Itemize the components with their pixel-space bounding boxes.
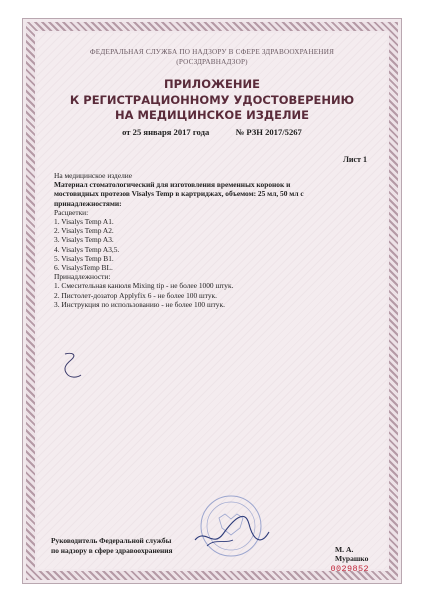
title-line-3: НА МЕДИЦИНСКОЕ ИЗДЕЛИЕ [114, 108, 309, 122]
issue-date: от 25 января 2017 года [122, 127, 210, 137]
sheet-number: Лист 1 [342, 155, 367, 164]
serial-number: 0029852 [330, 564, 369, 574]
list-item: 6. VisalysTemp BL. [54, 263, 113, 273]
product-description-3: принадлежностями: [54, 198, 122, 208]
list-item: 1. Visalys Temp A1. [54, 217, 114, 227]
list-item: 3. Инструкция по использованию - не более 100 штук. [54, 299, 225, 309]
list-item: 3. Visalys Temp A3. [54, 235, 114, 245]
accessories-label: Принадлежности: [54, 272, 111, 282]
intro-line: На медицинское изделие [54, 171, 133, 180]
document-title [37, 77, 387, 124]
agency-name: ФЕДЕРАЛЬНАЯ СЛУЖБА ПО НАДЗОРУ В СФЕРЕ ЗДРАВООХРАНЕНИЯ [89, 48, 335, 56]
colors-label: Расцветки: [54, 207, 89, 217]
title-line-1: ПРИЛОЖЕНИЕ [163, 77, 261, 91]
signatory-title-line-2: по надзору в сфере здравоохранения [51, 545, 173, 555]
product-description-1: Материал стоматологический для изготовления временных коронок и [54, 180, 291, 190]
list-item: 1. Смесительная канюля Mixing tip - не более 1000 штук. [54, 281, 234, 291]
agency-header [37, 47, 387, 67]
list-item: 4. Visalys Temp A3,5. [54, 244, 120, 254]
body-text [54, 171, 374, 309]
document-sheet [22, 18, 402, 584]
document-body [37, 33, 387, 574]
list-item: 2. Visalys Temp A2. [54, 226, 114, 236]
list-item: 5. Visalys Temp B1. [54, 253, 114, 263]
date-number-line [37, 127, 387, 137]
agency-abbr: (РОСЗДРАВНАДЗОР) [176, 58, 248, 66]
title-line-2: К РЕГИСТРАЦИОННОМУ УДОСТОВЕРЕНИЮ [69, 92, 355, 107]
signatory-title-line-1: Руководитель Федеральной службы [51, 536, 172, 545]
registration-number: № РЗН 2017/5267 [235, 127, 302, 137]
signatory-name: М. А. Мурашко [335, 545, 369, 563]
signatory-title [51, 536, 173, 555]
handwritten-mark-icon [59, 351, 85, 381]
list-item: 2. Пистолет-дозатор Applyfix 6 - не более 100 штук. [54, 290, 218, 300]
product-description-2: мостовидных протезов Visalys Temp в картриджах, объемом: 25 мл, 50 мл с [54, 189, 304, 199]
official-seal-icon [185, 488, 275, 558]
